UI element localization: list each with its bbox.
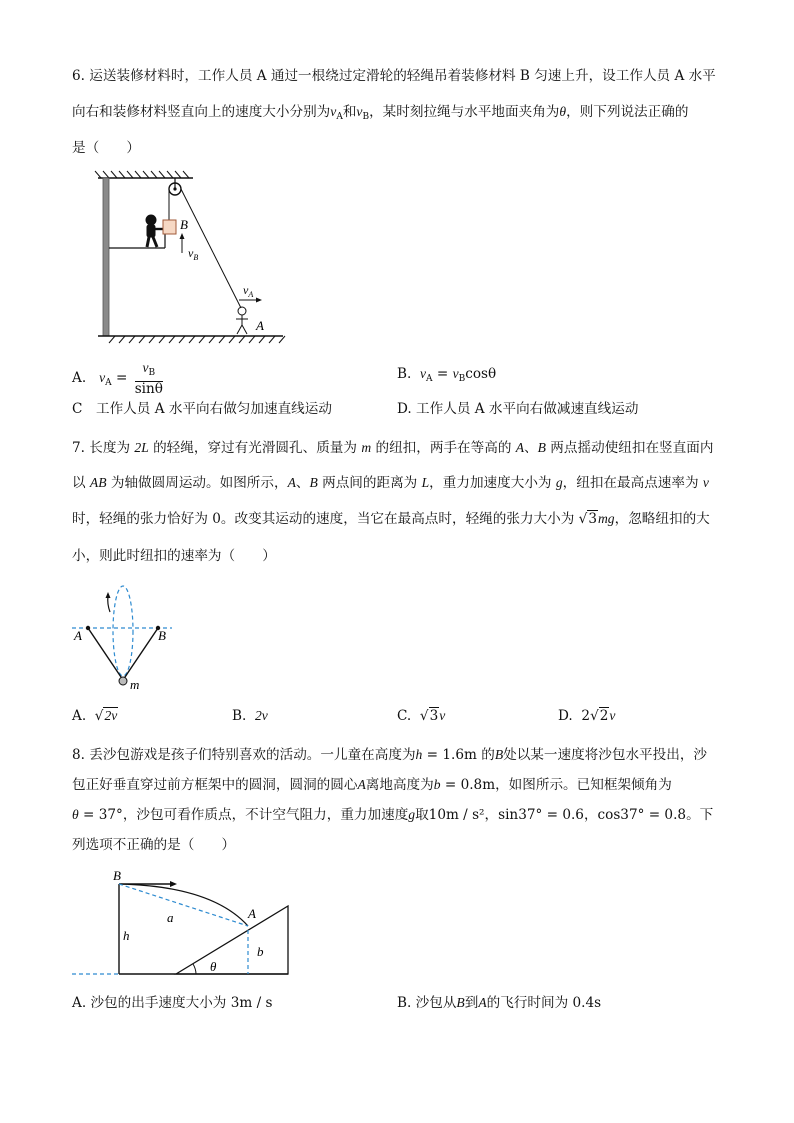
label-b: b <box>257 944 264 959</box>
rotation-path <box>113 586 133 676</box>
label-h: h <box>123 928 130 943</box>
frame <box>176 906 288 974</box>
q7-stem-line1: 7. 长度为 2L 的轻绳，穿过有光滑圆孔、质量为 m 的纽扣，两手在等高的 A、B 两点摇动使纽扣在竖直面内 <box>72 440 714 456</box>
q6-option-C[interactable]: C 工作人员 A 水平向右做匀加速直线运动 <box>72 401 332 417</box>
q6-pulley-diagram <box>93 168 293 343</box>
q6-option-A[interactable]: A. $v_A$ = $\frac{v_B}{\sin\theta}$ <box>72 360 163 397</box>
label-B: B <box>180 217 188 232</box>
q8-stem-line2: 包正好垂直穿过前方框架中的圆洞，圆洞的圆心A离地高度为b = 0.8m，如图所示。已知框架倾角为 <box>72 777 672 793</box>
label-a: a <box>167 910 174 925</box>
q6-stem-line3: 是（ ） <box>72 140 140 156</box>
label-B: B <box>158 628 166 643</box>
label-vA: $v_A$ <box>243 283 254 299</box>
label-theta: θ <box>210 959 217 974</box>
q8-option-A[interactable]: A. 沙包的出手速度大小为 3m / s <box>72 995 273 1011</box>
label-A: A <box>74 628 82 643</box>
q8-sandbag-diagram <box>72 866 302 978</box>
q8-stem-line1: 8. 丢沙包游戏是孩子们特别喜欢的活动。一儿童在高度为h = 1.6m 的B处以某一速度将沙包水平投出，沙 <box>72 747 708 763</box>
q6-option-B[interactable]: B. $v_A = v_B\cos\theta$ <box>397 366 497 384</box>
q7-option-C[interactable]: C. √3v <box>397 708 446 724</box>
label-m: m <box>130 677 140 692</box>
q6-option-A-fraction: $\frac{v_B}{\sin\theta}$ <box>134 360 163 397</box>
q7-option-D[interactable]: D. 2√2v <box>558 708 616 724</box>
label-B: B <box>113 868 121 883</box>
label-A: A <box>248 906 256 921</box>
box-B <box>163 220 176 234</box>
button-m <box>119 677 127 685</box>
worker-figure <box>146 215 165 247</box>
q6-stem-line2: 向右和装修材料竖直向上的速度大小分别为$v_A$和$v_B$，某时刻拉绳与水平地面夹角为θ，则下列说法正确的 <box>72 104 689 122</box>
q7-option-A[interactable]: A. √2v <box>72 708 118 724</box>
q7-button-diagram <box>70 582 180 692</box>
q7-stem-line4: 小，则此时纽扣的速率为（ ） <box>72 548 276 564</box>
segment-a <box>119 884 248 926</box>
label-vB: $v_B$ <box>188 246 199 262</box>
q7-stem-line2: 以 AB 为轴做圆周运动。如图所示，A、B 两点间的距离为 L，重力加速度大小为 g，纽扣在最高点速率为 v <box>72 475 709 491</box>
q7-stem-line3: 时，轻绳的张力恰好为 0。改变其运动的速度，当它在最高点时，轻绳的张力大小为 √3mg，忽略纽扣的大 <box>72 511 710 527</box>
q8-option-B[interactable]: B. 沙包从B到A的飞行时间为 0.4s <box>397 995 602 1011</box>
q7-option-B[interactable]: B. 2v <box>232 708 268 724</box>
q8-stem-line3: θ = 37°，沙包可看作质点，不计空气阻力，重力加速度g取10m / s²，sin37° = 0.6，cos37° = 0.8。下 <box>72 807 714 823</box>
q8-stem-line4: 列选项不正确的是（ ） <box>72 837 236 853</box>
label-A: A <box>256 318 264 333</box>
pillar <box>103 178 109 336</box>
person-A <box>236 307 248 334</box>
q6-option-D[interactable]: D. 工作人员 A 水平向右做减速直线运动 <box>397 401 639 417</box>
q6-stem-line1: 6. 运送装修材料时，工作人员 A 通过一根绕过定滑轮的轻绳吊着装修材料 B 匀速上升，设工作人员 A 水平 <box>72 68 716 84</box>
